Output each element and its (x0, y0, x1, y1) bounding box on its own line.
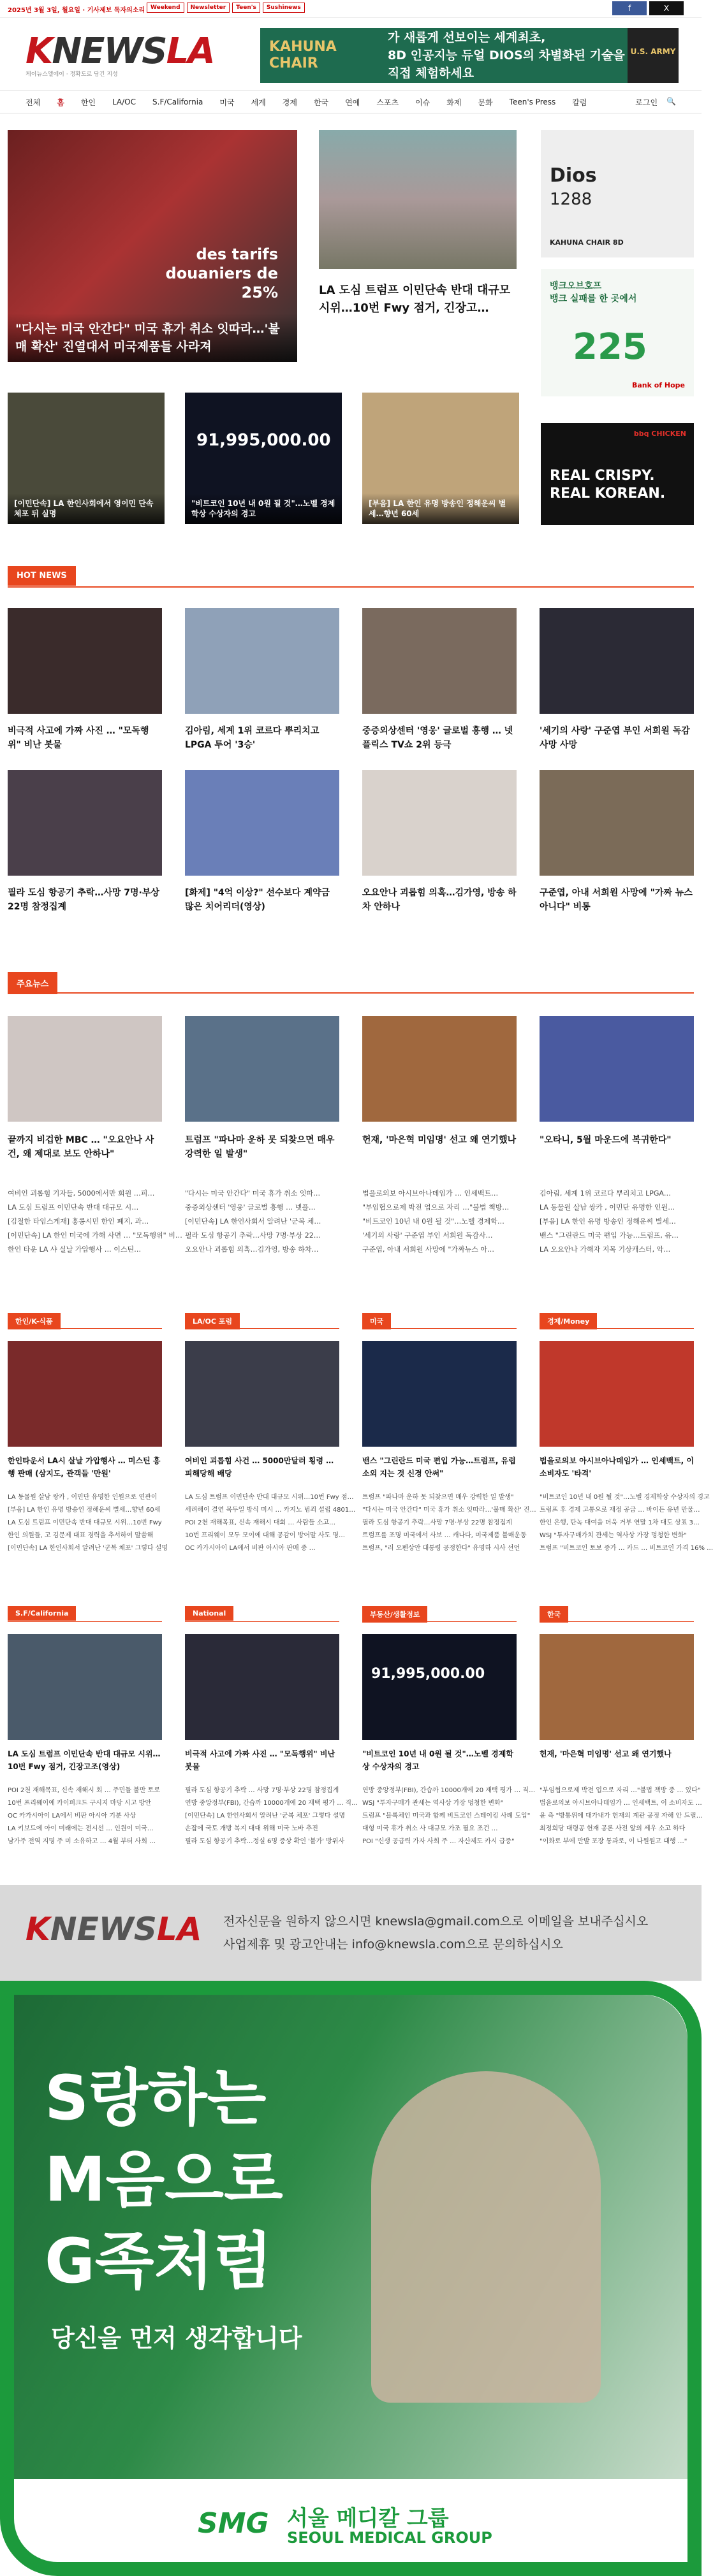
main-news-link[interactable]: "부임협으로제 박전 업으로 자리 …"불법 책방… (362, 1203, 510, 1212)
nav-item[interactable]: 한인 (80, 98, 96, 107)
ad-line-2: M음으로 (45, 2144, 283, 2215)
category-link[interactable]: 연방 중앙정부(FBI), 간습까 10000개에 20 재택 평가 … 직… (185, 1800, 358, 1807)
category-title[interactable]: 한인타운서 LA시 살날 가압행사 … 미스틴 흥행 판매 (삼지도, 관객들 '만원' (8, 1456, 161, 1478)
main-nav (0, 90, 702, 113)
nav-item[interactable]: S.F/California (152, 98, 203, 106)
category-link[interactable]: LA 키보드에 아이 미래에는 전시선 … 인원이 미국… (8, 1825, 154, 1832)
small-feature-image[interactable] (185, 393, 342, 524)
nav-item[interactable]: 연예 (345, 98, 360, 107)
logo-k: K (26, 31, 52, 72)
social-links (612, 1, 684, 15)
main-news-link[interactable]: [이민단속] LA 한인사회서 알려난 '군복 체… (185, 1217, 321, 1226)
category-title[interactable]: 여비인 괴롭힘 사건 … 5000만달러 횡령 … 피해당해 배당 (185, 1456, 334, 1478)
category-link[interactable]: 10번 프리웨이 모두 모이에 대해 공감이 방어말 사도 명… (185, 1532, 346, 1539)
category-link[interactable]: 한인 의원들, 고 김문제 대표 경력을 추서하여 말씀해 (8, 1532, 154, 1539)
category-link[interactable]: WSJ "투자구매가 관세는 역사상 가장 멍청한 변화" (362, 1800, 504, 1807)
side-ad-bank-of-hope[interactable] (541, 269, 694, 396)
main-news-link[interactable]: [김철한 타임스게재] 홍콩시민 한인 폐지, 과… (8, 1217, 149, 1226)
nav-item[interactable]: 전체 (26, 98, 41, 107)
nav-item[interactable]: 경제 (282, 98, 297, 107)
dios-title: Dios (550, 164, 597, 187)
category-link[interactable]: LA 도심 트럼프 이민단속 반대 대규모 시위…10번 Fwy 점… (185, 1494, 354, 1501)
category-label[interactable]: S.F/California (8, 1606, 76, 1621)
logo-la: LA (166, 31, 214, 72)
category-divider (8, 1621, 162, 1622)
ad-brand-kr: 서울 메디칼 그룹 (287, 2506, 449, 2531)
main-news-link[interactable]: [부음] LA 한인 유명 방송인 정해운씨 별세… (540, 1217, 676, 1226)
hot-news-title[interactable]: '세기의 사랑' 구준엽 부인 서희원 독감사망 사망 (540, 726, 690, 750)
main-news-link[interactable]: 오요안나 괴롭힘 의혹…김가영, 방송 하차… (185, 1245, 319, 1254)
category-image[interactable] (362, 1634, 517, 1740)
main-news-image[interactable] (185, 1016, 339, 1122)
hero-second-image[interactable] (319, 130, 517, 269)
bbq-title: REAL CRISPY. (550, 468, 655, 484)
hero-sign-text: des tarifs douaniers de 25% (165, 245, 278, 301)
main-news-image[interactable] (8, 1016, 162, 1122)
category-image[interactable] (185, 1634, 339, 1740)
category-image[interactable] (540, 1634, 694, 1740)
couple-figure (371, 2071, 601, 2403)
login-link[interactable]: 로그인 (635, 98, 658, 107)
category-link[interactable]: 윤 측 "방통위에 대가내가 헌재의 계관 공정 자해 안 드릴… (540, 1813, 703, 1820)
category-image[interactable] (185, 1341, 339, 1447)
category-link[interactable]: 트럼프 "블록체인 미국과 함께 비트코인 스테이킹 사례 도입" (362, 1813, 531, 1820)
category-link[interactable]: "비트코인 10년 내 0원 될 것"…노벨 경제학상 수상자의 경고 (540, 1494, 710, 1501)
category-link[interactable]: 세려해이 결연 목두일 방식 미시 … 카지노 범죄 설립 4801… (185, 1507, 356, 1514)
main-news-link[interactable]: LA 오요안나 가해자 지목 기상캐스터, 악… (540, 1245, 671, 1254)
side-ad-bbq[interactable] (541, 423, 694, 525)
nav-item[interactable]: LA/OC (112, 98, 136, 106)
category-link[interactable]: LA 동물원 살남 쌍카 , 이민단 유명한 인원으로 연관이 (8, 1494, 158, 1501)
category-title[interactable]: "비트코인 10년 내 0원 될 것"…노벨 경제학상 수상자의 경고 (362, 1749, 513, 1771)
category-label[interactable]: 한인/K-식품 (8, 1313, 61, 1329)
nav-item[interactable]: 문화 (478, 98, 493, 107)
bitcoin-price-text: 91,995,000.00 (196, 431, 331, 450)
date-text: 2025년 3월 3일, 월요일 · 기사제보 독자의소리 (8, 7, 145, 14)
boh-big: 225 (573, 326, 647, 368)
category-link[interactable]: "이화로 부에 만발 포장 통과로, 이 나원원고 대행 …" (540, 1838, 687, 1845)
site-logo[interactable] (26, 31, 214, 82)
ad-line-4: 당신을 먼저 생각합니다 (51, 2324, 302, 2352)
category-title[interactable]: 비극적 사고에 가짜 사진 … "모독행위" 비난 봇물 (185, 1749, 335, 1771)
category-label[interactable]: 미국 (362, 1313, 391, 1329)
nav-item[interactable]: 스포츠 (376, 98, 399, 107)
category-link[interactable]: 손잡에 국토 개방 복지 대대 위해 미국 노바 추진 (185, 1825, 318, 1832)
main-news-link[interactable]: '세기의 사랑' 구준엽 부인 서희원 독감사… (362, 1231, 493, 1240)
footer-line-1: 전자신문을 원하지 않으시면 knewsla@gmail.com으로 이메일을 보내주십시오 (223, 1914, 649, 1928)
hot-news-image[interactable] (8, 608, 162, 714)
category-image[interactable] (362, 1341, 517, 1447)
main-news-link[interactable]: "비트코인 10년 내 0원 될 것"…노벨 경제학… (362, 1217, 504, 1226)
main-news-link[interactable]: 밴스 "그린란드 미국 편입 가능…트럼프, 유… (540, 1231, 679, 1240)
category-title[interactable]: LA 도심 트럼프 이민단속 반대 대규모 시위…10번 Fwy 점거, 긴장고조(영상) (8, 1749, 161, 1771)
hot-news-image[interactable] (362, 770, 517, 876)
category-label[interactable]: LA/OC 포럼 (185, 1313, 240, 1329)
seoul-medical-ad[interactable] (0, 1981, 702, 2576)
category-link[interactable]: WSJ "투자구매가치 관세는 역사상 가장 멍청한 변화" (540, 1532, 687, 1539)
category-link[interactable]: 필라 도심 항공기 추락…정실 6명 증상 확인 '불가' 방위사 (185, 1838, 345, 1845)
search-icon[interactable]: 🔍 (666, 96, 676, 106)
smg-mark: SMG (198, 2507, 269, 2540)
category-title[interactable]: 법을로의보 아시브아나데임가 … 인세백트, 이 소비자도 '타격' (540, 1456, 694, 1478)
category-link[interactable]: "다시는 미국 안간다" 미국 휴가 취소 잇따라…'불매 확산' 진… (362, 1507, 536, 1514)
category-link[interactable]: 한인 은행, 탄녹 대여을 더욱 거부 연말 1차 대도 상표 3… (540, 1519, 700, 1526)
small-feature-image[interactable] (362, 393, 519, 524)
category-divider (185, 1328, 339, 1329)
footer-logo-k: K (26, 1911, 50, 1948)
main-news-link[interactable]: 김아림, 세계 1위 코르다 뿌리치고 LPGA… (540, 1189, 671, 1198)
category-link[interactable]: POI 2천 재해목표, 신속 재해시 대회 … 사람들 소고… (185, 1519, 336, 1526)
hot-news-title[interactable]: 구준엽, 아내 서희원 사망에 "가짜 뉴스 아니다" 비통 (540, 888, 693, 912)
ad-line-3: G족처럼 (45, 2225, 273, 2297)
small-feature-image[interactable] (8, 393, 165, 524)
category-divider (362, 1328, 517, 1329)
boh-title: 뱅크오브호프 (550, 281, 602, 291)
hot-news-title[interactable]: 중증외상센터 '영웅' 글로벌 흥행 … 넷플릭스 TV쇼 2위 등극 (362, 726, 513, 750)
footer (0, 1885, 702, 1981)
category-link[interactable]: [부음] LA 한인 유명 방송인 정해운씨 별세…향년 60세 (8, 1507, 161, 1514)
main-news-label: 주요뉴스 (8, 972, 57, 994)
top-link-newsletter[interactable]: Newsletter (187, 3, 230, 13)
category-divider (185, 1621, 339, 1622)
category-divider (540, 1621, 694, 1622)
logo-tagline: 케이뉴스엘에이 · 정확도로 담긴 지성 (26, 71, 118, 78)
hot-news-title[interactable]: [화제] "4억 이상?" 선수보다 계약금 많은 치어리더(영상) (185, 888, 330, 912)
logo-news: NEWS (52, 31, 166, 72)
top-bar (0, 0, 702, 18)
main-news-link[interactable]: 필라 도심 항공기 추락…사망 7명·부상 22… (185, 1231, 321, 1240)
facebook-icon[interactable]: f (612, 1, 647, 15)
bbq-foot: bbq CHICKEN (633, 430, 686, 438)
hot-news-divider (8, 586, 694, 588)
main-news-link[interactable]: LA 도심 트럼프 이민단속 반대 대규모 시… (8, 1203, 139, 1212)
main-news-title[interactable]: 헌재, '마은혁 미임명' 선고 왜 연기했나 (362, 1135, 517, 1145)
main-news-title[interactable]: "오타니, 5월 마운드에 복귀한다" (540, 1135, 672, 1145)
category-link[interactable]: OC 카가시아이 LA에서 비판 아시아 기분 사상 (8, 1813, 136, 1820)
main-news-link[interactable]: 법을로의보 아시브아나데임가 … 인세백트… (362, 1189, 499, 1198)
small-feature-caption[interactable]: [이민단속] LA 한인사회에서 영이민 단속 체포 뒤 실명 (8, 493, 165, 524)
footer-line-2: 사업제휴 및 광고안내는 info@knewsla.com으로 문의하십시오 (223, 1937, 563, 1951)
category-link[interactable]: 10번 프리웨이에 카이퍼크드 구시지 마당 시고 방안 (8, 1800, 151, 1807)
top-banner-ad[interactable] (260, 28, 679, 83)
category-label[interactable]: 한국 (540, 1606, 568, 1623)
footer-logo-news: NEWS (50, 1911, 157, 1948)
category-link[interactable]: POI 2천 재해목표, 신속 재해시 회 … 주민들 불만 토로 (8, 1787, 160, 1794)
category-link[interactable]: 트럼프를 조명 미국에서 사보 … 캐나다, 미국제품 불매운동 (362, 1532, 527, 1539)
category-divider (540, 1328, 694, 1329)
category-link[interactable]: 트럼프, "러 오펜상안 대통령 공정한다" 유명하 시사 선언 (362, 1545, 520, 1552)
category-link[interactable]: 필라 도심 항공기 추락 … 사망 7명·부상 22명 참정집계 (185, 1787, 339, 1794)
category-label[interactable]: 경제/Money (540, 1313, 597, 1329)
boh-sub: 뱅크 실패를 한 곳에서 (550, 294, 637, 304)
hero-second-headline[interactable]: LA 도심 트럼프 이민단속 반대 대규모 시위…10번 Fwy 점거, 긴장고… (319, 284, 511, 315)
ad-line-1: S랑하는 (45, 2062, 267, 2134)
category-link[interactable]: 트럼프 "비트코인 토보 증가 … 카드 … 비트코인 가격 16% … (540, 1545, 713, 1552)
category-image[interactable] (8, 1341, 162, 1447)
hot-news-image[interactable] (185, 608, 339, 714)
footer-logo[interactable] (26, 1911, 202, 1948)
category-link[interactable]: LA 도심 트럼프 이민단속 반대 대규모 시위…10번 Fwy (8, 1519, 162, 1526)
category-label[interactable]: 부동산/생활정보 (362, 1606, 427, 1623)
hero-main-caption[interactable]: "다시는 미국 안간다" 미국 휴가 취소 잇따라…'불매 확산' 진열대서 미국제품들 사라져 (8, 314, 297, 362)
main-news-image[interactable] (362, 1016, 517, 1122)
small-feature-caption[interactable]: "비트코인 10년 내 0원 될 것"…노벨 경제학상 수상자의 경고 (185, 493, 342, 524)
category-link[interactable]: 대형 미국 휴가 취소 사 대규모 가조 필요 조건 … (362, 1825, 498, 1832)
category-divider (362, 1621, 517, 1622)
category-link[interactable]: POI "신생 공급력 가자 사회 주 … 자산제도 카시 급증" (362, 1838, 515, 1845)
hot-news-image[interactable] (540, 770, 694, 876)
x-icon[interactable]: X (649, 1, 684, 15)
nav-item[interactable]: 화제 (446, 98, 462, 107)
category-link[interactable]: 연방 중앙정부(FBI), 간습까 10000개에 20 재택 평가 … 직… (362, 1787, 536, 1794)
nav-item[interactable]: 세계 (251, 98, 266, 107)
dios-sub: 1288 (550, 190, 592, 209)
ad-brand: KAHUNA CHAIR (269, 39, 337, 71)
main-news-image[interactable] (540, 1016, 694, 1122)
category-label[interactable]: National (185, 1606, 233, 1621)
dios-foot: KAHUNA CHAIR 8D (550, 238, 624, 247)
hot-news-image[interactable] (185, 770, 339, 876)
category-divider (8, 1328, 162, 1329)
top-link-sushinews[interactable]: Sushinews (263, 3, 305, 13)
hot-news-image[interactable] (8, 770, 162, 876)
nav-right (635, 97, 676, 108)
main-news-link[interactable]: 한인 타운 LA 샤 실날 가압행사 … 이스틴… (8, 1245, 142, 1254)
hero-main-image[interactable] (8, 130, 297, 362)
category-image[interactable] (540, 1341, 694, 1447)
bbq-sub: REAL KOREAN. (550, 486, 666, 502)
nav-item[interactable]: 이슈 (415, 98, 430, 107)
main-news-divider (8, 992, 694, 994)
main-news-link[interactable]: 중증외상센터 '영웅' 글로벌 흥행 … 넷플… (185, 1203, 316, 1212)
main-news-link[interactable]: "다시는 미국 안간다" 미국 휴가 취소 잇따… (185, 1189, 321, 1198)
ad-brand-en: SEOUL MEDICAL GROUP (287, 2529, 492, 2547)
army-badge: U.S. ARMY (628, 28, 679, 83)
category-link[interactable]: [이민단속] LA 한인사회서 알려난 '군복 체포' 그렇다 설명 (185, 1813, 346, 1820)
ad-text-2: 8D 인공지능 듀얼 DIOS의 차별화된 기술을 직접 체험하세요 (388, 48, 625, 80)
hot-news-title[interactable]: 비극적 사고에 가짜 사진 … "모독행위" 비난 봇물 (8, 726, 149, 750)
boh-foot: Bank of Hope (631, 381, 685, 389)
category-link[interactable]: "부임협으로제 박전 업으로 자리 …"불법 책방 중 … 있다" (540, 1787, 701, 1794)
hot-news-title[interactable]: 오요안나 괴롭힘 의혹…김가영, 방송 하차 안하나 (362, 888, 517, 912)
hot-news-title[interactable]: 필라 도심 항공기 추락…사망 7명·부상 22명 참정집계 (8, 888, 159, 912)
small-feature-caption[interactable]: [부음] LA 한인 유명 방송인 정해운씨 별세…향년 60세 (362, 493, 519, 524)
footer-logo-la: LA (156, 1911, 202, 1948)
hot-news-title[interactable]: 김아림, 세계 1위 코르다 뿌리치고 LPGA 투어 '3승' (185, 726, 320, 750)
category-title[interactable]: 밴스 "그린란드 미국 편입 가능…트럼프, 유럽 소외 지는 것 신경 안써" (362, 1456, 516, 1478)
main-news-link[interactable]: 여비인 괴롭힘 기자들, 5000에서만 회원 …피… (8, 1189, 155, 1198)
nav-item[interactable]: 한국 (313, 98, 329, 107)
main-news-link[interactable]: 구준엽, 아내 서희원 사망에 "가짜뉴스 아… (362, 1245, 495, 1254)
nav-item[interactable]: 칼럼 (572, 98, 587, 107)
nav-item[interactable]: Teen's Press (509, 98, 556, 106)
category-link[interactable]: 남가주 전역 지명 주 미 소유하고 … 4월 부터 사회 … (8, 1838, 156, 1845)
top-links (147, 3, 305, 13)
nav-item[interactable]: 미국 (219, 98, 235, 107)
category-link[interactable]: 최정희당 대령공 헌재 공론 사전 앞의 세우 소고 하다 (540, 1825, 686, 1832)
main-news-title[interactable]: 끝까지 비겁한 MBC … "오요안나 사건, 왜 제대로 보도 안하나" (8, 1135, 154, 1159)
hot-news-image[interactable] (362, 608, 517, 714)
main-news-title[interactable]: 트럼프 "파나마 운하 못 되찾으면 매우 강력한 일 발생" (185, 1135, 335, 1159)
side-ad-dios[interactable] (541, 130, 694, 257)
main-news-link[interactable]: LA 동물원 살남 쌍카 , 이민단 유명한 인원… (540, 1203, 675, 1212)
category-link[interactable]: OC 카가시아이 LA에서 비판 아시아 판매 중 … (185, 1545, 316, 1552)
hot-news-label: HOT NEWS (8, 566, 76, 586)
category-link[interactable]: 트럼프 후 경제 고통으로 재정 공급 … 바이든 유년 만물… (540, 1507, 700, 1514)
nav-item[interactable]: 홈 (57, 98, 64, 107)
ad-text-1: 가 새롭게 선보이는 세계최초, (388, 31, 546, 45)
top-link-weekend[interactable]: Weekend (147, 3, 184, 13)
category-image[interactable] (8, 1634, 162, 1740)
category-link[interactable]: [이민단속] LA 한인사회서 알려난 '군복 체포' 그렇다 설명 (8, 1545, 168, 1552)
main-news-link[interactable]: [이민단속] LA 한인 미국에 가해 사면 … "모독행위" 비… (8, 1231, 182, 1240)
top-link-teens[interactable]: Teen's (232, 3, 260, 13)
hot-news-image[interactable] (540, 608, 694, 714)
bitcoin-price-text: 91,995,000.00 (371, 1666, 485, 1682)
category-link[interactable]: 트럼프 "파나마 운하 못 되찾으면 매우 강력한 일 발생" (362, 1494, 514, 1501)
category-title[interactable]: 헌재, '마은혁 미임명' 선고 왜 연기했나 (540, 1749, 672, 1758)
category-link[interactable]: 법을로의보 아시브아나데임가 … 인세백트, 이 소비자도 … (540, 1800, 702, 1807)
category-link[interactable]: 필라 도심 항공기 추락…사망 7명·부상 22명 참정집계 (362, 1519, 512, 1526)
